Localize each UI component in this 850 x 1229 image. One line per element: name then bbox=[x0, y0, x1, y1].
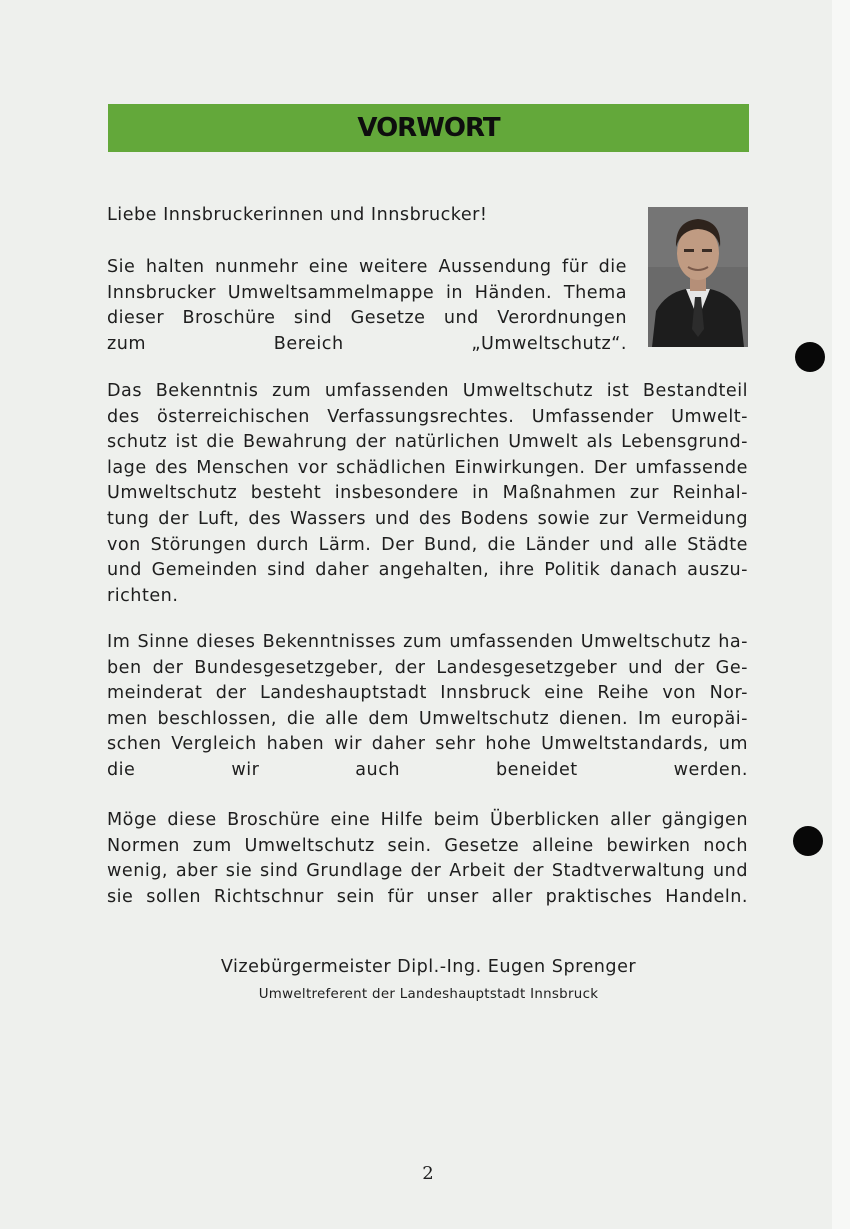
paragraph-4: Möge diese Broschüre eine Hilfe beim Überblicken aller gängigen Normen zum Umweltschutz sein. Gesetze alleine bewirken noch wenig, aber sie sind Grundlage der Arbeit der Stadtverwaltung und sie sollen Richtschnur sein für unser aller praktisches Handeln. bbox=[107, 810, 748, 907]
portrait-photo-icon bbox=[648, 207, 748, 347]
page-number: 2 bbox=[422, 1163, 434, 1184]
paragraph-2: Das Bekenntnis zum umfassenden Umweltschutz ist Bestandteil des österreichischen Verfassungsrechtes. Umfassender Umwelt- schutz ist die Bewahrung der natürlichen Umwelt als Lebensgrund- lage des Menschen vor schädlichen Einwirkungen. Der umfassende Umweltschutz besteht insbesondere in Maßnahmen zur Reinhal- tung der Luft, des Wassers und des Bodens sowie zur Vermeidung von Störungen durch Lärm. Der Bund, die Länder und alle Städte und Gemeinden sind daher angehalten, ihre Politik danach auszu- richten. bbox=[107, 381, 748, 606]
paragraph-1: Sie halten nunmehr eine weitere Aussendung für die Innsbrucker Umweltsammelmappe in Händen. Thema dieser Broschüre sind Gesetze und Verordnungen zum Bereich „Umweltschutz“. bbox=[107, 257, 627, 354]
page-title: VORWORT bbox=[357, 113, 500, 143]
page-edge bbox=[832, 0, 850, 1229]
punch-hole-icon bbox=[795, 342, 825, 372]
title-banner bbox=[108, 104, 749, 152]
portrait-photo bbox=[648, 207, 748, 347]
signature-name: Vizebürgermeister Dipl.-Ing. Eugen Sprenger bbox=[220, 957, 637, 977]
signature-role: Umweltreferent der Landeshauptstadt Innsbruck bbox=[258, 987, 599, 1002]
paragraph-3: Im Sinne dieses Bekenntnisses zum umfassenden Umweltschutz ha- ben der Bundesgesetzgeber, der Landesgesetzgeber und der Ge- meinderat der Landeshauptstadt Innsbruck eine Reihe von Nor- men beschlossen, die alle dem Umweltschutz dienen. Im europäi- schen Vergleich haben wir daher sehr hohe Umweltstandards, um die wir auch beneidet werden. bbox=[107, 632, 748, 780]
greeting: Liebe Innsbruckerinnen und Innsbrucker! bbox=[107, 205, 488, 225]
punch-hole-icon bbox=[793, 826, 823, 856]
